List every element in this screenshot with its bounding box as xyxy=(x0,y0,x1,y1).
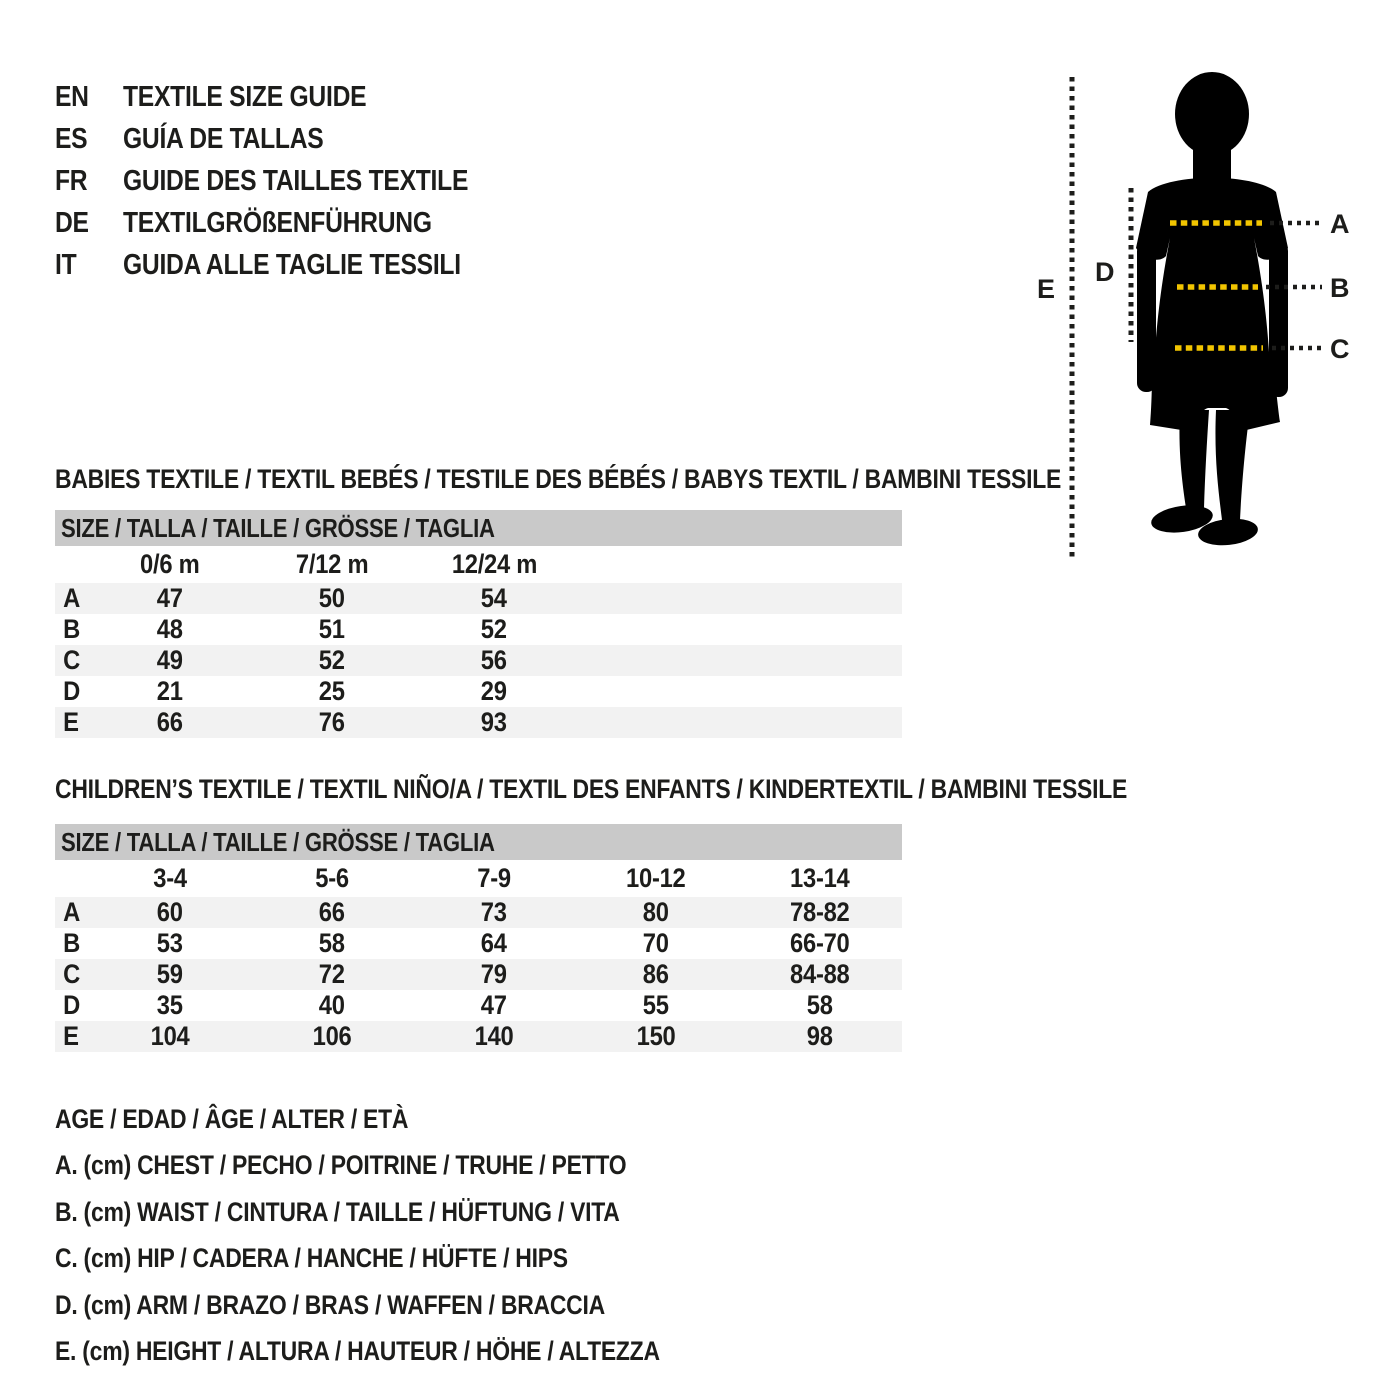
cell: 98 xyxy=(737,1021,902,1052)
table-row xyxy=(55,583,902,614)
legend-arm: D. (cm) ARM / BRAZO / BRAS / WAFFEN / BRACCIA xyxy=(55,1289,605,1320)
column-header: 13-14 xyxy=(789,863,850,893)
cell: 72 xyxy=(251,959,413,990)
cell: 35 xyxy=(157,990,183,1020)
cell: 25 xyxy=(319,676,345,706)
cell: 47 xyxy=(481,990,507,1020)
cell: 70 xyxy=(643,928,669,958)
guide-title: GUÍA DE TALLAS xyxy=(123,122,324,155)
row-label: D xyxy=(63,676,81,706)
row-label: A xyxy=(55,897,89,928)
column-header: 3-4 xyxy=(153,863,187,893)
table-row xyxy=(55,897,902,928)
row-label: B xyxy=(63,614,81,644)
cell: 52 xyxy=(251,645,413,676)
silhouette-shirt xyxy=(1136,178,1288,368)
column-header: 10-12 xyxy=(626,863,686,893)
column-header: 0/6 m xyxy=(140,549,200,579)
table-row xyxy=(55,959,902,990)
children-section-heading: CHILDREN’S TEXTILE / TEXTIL NIÑO/A / TEXTIL DES ENFANTS / KINDERTEXTIL / BAMBINI TESSILE xyxy=(55,773,1128,804)
cell: 50 xyxy=(251,583,413,614)
row-label: B xyxy=(63,928,81,958)
measure-label-d: D xyxy=(1095,257,1115,287)
lang-code: FR xyxy=(55,164,88,197)
table-row xyxy=(55,707,902,738)
cell: 47 xyxy=(89,583,251,614)
guide-title: GUIDA ALLE TAGLIE TESSILI xyxy=(123,248,461,281)
table-row xyxy=(55,614,902,645)
cell: 48 xyxy=(157,614,183,644)
guide-title: TEXTILGRÖßENFÜHRUNG xyxy=(123,206,432,239)
lang-row-en xyxy=(55,76,529,118)
column-header: 7-9 xyxy=(477,863,511,893)
lang-code: DE xyxy=(55,206,89,239)
size-bar: SIZE / TALLA / TAILLE / GRÖSSE / TAGLIA xyxy=(55,510,902,546)
children-size-table xyxy=(55,824,902,1052)
cell: 66 xyxy=(89,707,251,738)
cell: 76 xyxy=(251,707,413,738)
measure-label-c: C xyxy=(1330,334,1350,364)
size-bar: SIZE / TALLA / TAILLE / GRÖSSE / TAGLIA xyxy=(55,824,902,860)
column-header: 7/12 m xyxy=(295,549,369,579)
cell: 54 xyxy=(413,583,575,614)
cell: 86 xyxy=(575,959,737,990)
cell: 56 xyxy=(413,645,575,676)
row-label: C xyxy=(55,959,89,990)
measure-label-b: B xyxy=(1330,273,1350,303)
column-header: 12/24 m xyxy=(451,549,537,579)
child-measurement-figure xyxy=(1030,70,1400,570)
column-header: 5-6 xyxy=(315,863,349,893)
cell: 150 xyxy=(575,1021,737,1052)
cell: 51 xyxy=(319,614,345,644)
table-row xyxy=(55,990,902,1021)
cell: 59 xyxy=(89,959,251,990)
table-row xyxy=(55,645,902,676)
cell: 58 xyxy=(319,928,345,958)
cell: 78-82 xyxy=(737,897,902,928)
lang-row-de xyxy=(55,202,529,244)
legend-waist: B. (cm) WAIST / CINTURA / TAILLE / HÜFTUNG / VITA xyxy=(55,1196,620,1227)
row-label: A xyxy=(55,583,89,614)
legend-height: E. (cm) HEIGHT / ALTURA / HAUTEUR / HÖHE / ALTEZZA xyxy=(55,1336,660,1367)
lang-code: ES xyxy=(55,122,88,155)
cell: 84-88 xyxy=(737,959,902,990)
lang-row-es xyxy=(55,118,529,160)
cell: 55 xyxy=(643,990,669,1020)
cell: 93 xyxy=(413,707,575,738)
measurement-legend xyxy=(55,1096,766,1375)
lang-row-fr xyxy=(55,160,529,202)
row-label: C xyxy=(55,645,89,676)
cell: 106 xyxy=(251,1021,413,1052)
babies-section-heading: BABIES TEXTILE / TEXTIL BEBÉS / TESTILE DES BÉBÉS / BABYS TEXTIL / BAMBINI TESSILE xyxy=(55,463,1062,494)
cell: 52 xyxy=(481,614,507,644)
measure-label-a: A xyxy=(1330,209,1350,239)
table-row xyxy=(55,928,902,959)
legend-chest: A. (cm) CHEST / PECHO / POITRINE / TRUHE / PETTO xyxy=(55,1150,627,1181)
cell: 29 xyxy=(481,676,507,706)
cell: 79 xyxy=(413,959,575,990)
language-guide-block xyxy=(55,76,529,286)
silhouette-shorts xyxy=(1150,360,1280,432)
column-header-row xyxy=(55,860,902,897)
cell: 49 xyxy=(89,645,251,676)
babies-size-table xyxy=(55,510,902,738)
guide-title: TEXTILE SIZE GUIDE xyxy=(123,80,367,113)
cell: 21 xyxy=(157,676,183,706)
cell: 53 xyxy=(157,928,183,958)
cell: 66 xyxy=(251,897,413,928)
row-label: D xyxy=(63,990,81,1020)
cell: 64 xyxy=(481,928,507,958)
guide-title: GUIDE DES TAILLES TEXTILE xyxy=(123,164,469,197)
table-row xyxy=(55,676,902,707)
cell: 40 xyxy=(319,990,345,1020)
silhouette-neck xyxy=(1193,148,1231,180)
lang-code: EN xyxy=(55,80,89,113)
cell: 66-70 xyxy=(789,928,850,958)
cell: 104 xyxy=(89,1021,251,1052)
lang-row-it xyxy=(55,244,529,286)
legend-age: AGE / EDAD / ÂGE / ALTER / ETÀ xyxy=(55,1103,409,1134)
cell: 60 xyxy=(89,897,251,928)
cell: 58 xyxy=(806,990,833,1020)
cell: 140 xyxy=(413,1021,575,1052)
cell: 80 xyxy=(575,897,737,928)
row-label: E xyxy=(55,1021,89,1052)
table-row xyxy=(55,1021,902,1052)
row-label: E xyxy=(55,707,89,738)
cell: 73 xyxy=(413,897,575,928)
measure-label-e: E xyxy=(1037,274,1056,304)
lang-code: IT xyxy=(55,248,77,281)
legend-hip: C. (cm) HIP / CADERA / HANCHE / HÜFTE / HIPS xyxy=(55,1243,568,1274)
silhouette-head xyxy=(1175,72,1249,156)
column-header-row xyxy=(55,546,902,583)
